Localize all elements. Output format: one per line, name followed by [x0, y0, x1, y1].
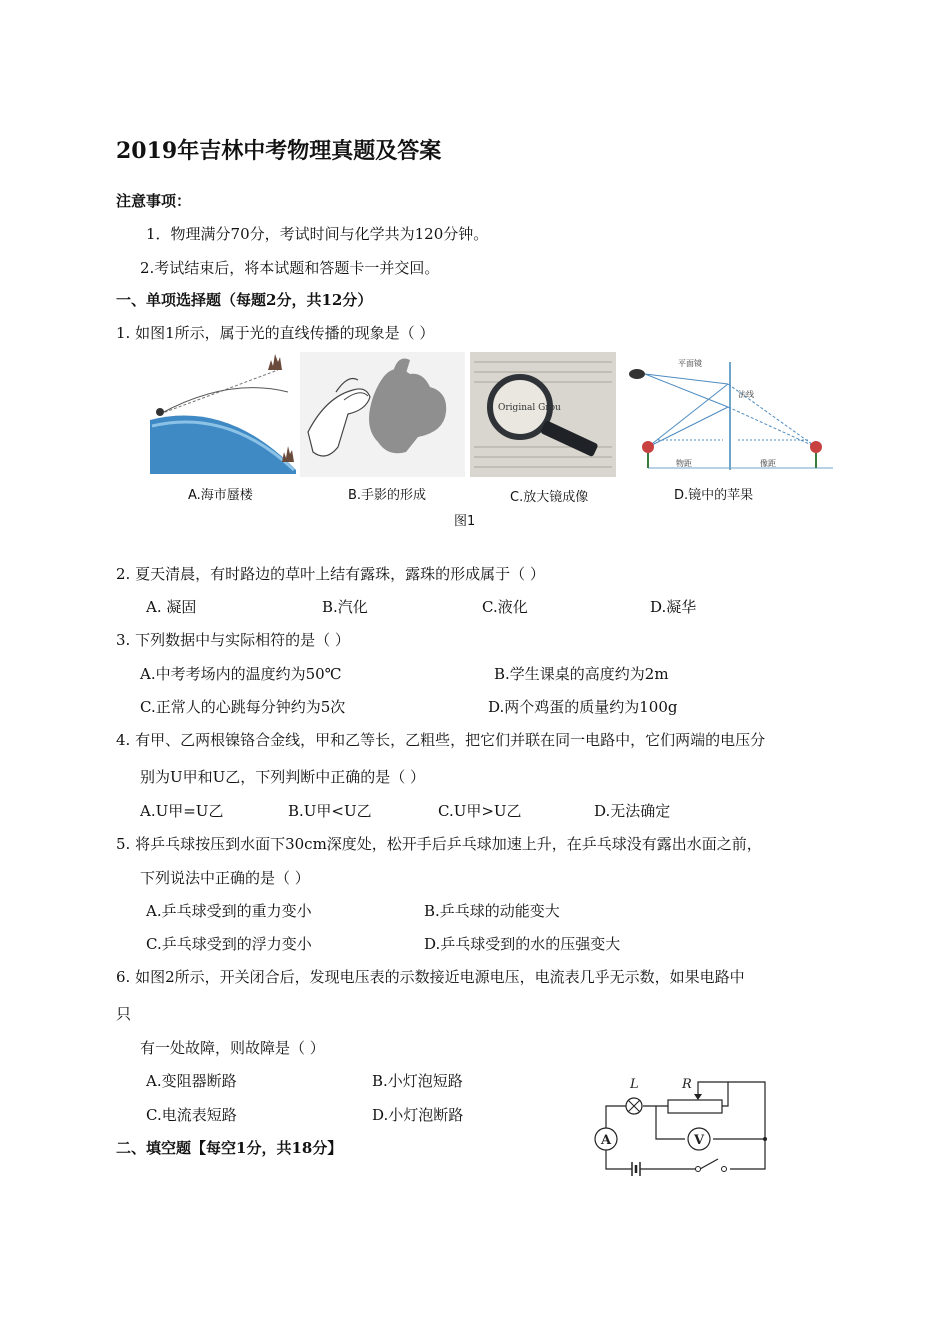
question-3-option-a: A.中考考场内的温度约为50℃ — [140, 665, 342, 683]
figure-1-caption-b: B.手影的形成 — [348, 488, 427, 503]
circuit-diagram — [588, 1070, 778, 1180]
question-2-option-d: D.凝华 — [650, 598, 697, 616]
question-4-option-d: D.无法确定 — [594, 802, 671, 820]
notice-heading: 注意事项： — [116, 192, 192, 210]
question-2-option-a: A. 凝固 — [146, 598, 197, 616]
figure-1 — [148, 352, 838, 532]
question-6-stem-line-2: 有一处故障，则故障是（ ） — [140, 1039, 325, 1057]
hand-shadow-image — [300, 352, 465, 477]
rheostat-label: R — [682, 1077, 692, 1092]
question-5-option-a: A.乒乓球受到的重力变小 — [146, 902, 312, 920]
voltmeter-label: V — [694, 1133, 705, 1148]
question-4-stem-line-1: 4. 有甲、乙两根镍铬合金线，甲和乙等长，乙粗些，把它们并联在同一电路中，它们两端的电压分 — [116, 731, 766, 749]
question-6-option-c: C.电流表短路 — [146, 1106, 237, 1124]
question-3-option-b: B.学生课桌的高度约为2m — [494, 665, 669, 683]
figure-1-caption-a: A.海市蜃楼 — [188, 488, 253, 503]
mirror-label: 平面镜 — [678, 359, 702, 368]
ammeter-label: A — [601, 1133, 612, 1148]
question-6-option-b: B.小灯泡短路 — [372, 1072, 463, 1090]
image-distance-label: 像距 — [760, 459, 776, 468]
ammeter-symbol — [595, 1128, 617, 1150]
page-title: 2019年吉林中考物理真题及答案 — [116, 138, 442, 164]
question-5-option-c: C.乒乓球受到的浮力变小 — [146, 935, 312, 953]
question-2-stem: 2. 夏天清晨，有时路边的草叶上结有露珠，露珠的形成属于（ ） — [116, 565, 545, 583]
figure-2-circuit — [588, 1070, 778, 1180]
notice-item-1: 1．物理满分70分，考试时间与化学共为120分钟。 — [146, 225, 489, 243]
section-heading-fill-in: 二、填空题【每空1分，共18分】 — [116, 1139, 343, 1157]
question-5-stem-line-2: 下列说法中正确的是（ ） — [140, 869, 310, 887]
figure-1-images — [148, 352, 838, 532]
figure-1-caption-d: D.镜中的苹果 — [674, 488, 754, 503]
object-distance-label: 物距 — [676, 459, 692, 468]
question-6-stem-line-1: 6. 如图2所示，开关闭合后，发现电压表的示数接近电源电压，电流表几乎无示数，如果电路中 — [116, 968, 745, 986]
question-2-option-c: C.液化 — [482, 598, 528, 616]
question-2-option-b: B.汽化 — [322, 598, 368, 616]
lamp-label: L — [630, 1077, 639, 1092]
lamp-symbol — [626, 1098, 642, 1114]
question-4-option-c: C.U甲>U乙 — [438, 802, 522, 820]
voltmeter-symbol — [688, 1128, 710, 1150]
magnifier-text: Original Grou — [498, 403, 561, 413]
magnifier-image — [470, 352, 616, 477]
question-1-stem: 1. 如图1所示，属于光的直线传播的现象是（ ） — [116, 324, 435, 342]
question-4-option-b: B.U甲<U乙 — [288, 802, 372, 820]
question-6-option-a: A.变阻器断路 — [146, 1072, 237, 1090]
question-4-option-a: A.U甲=U乙 — [140, 802, 224, 820]
figure-1-caption-c: C.放大镜成像 — [510, 490, 589, 505]
mirror-image — [620, 352, 838, 477]
notice-item-2: 2.考试结束后，将本试题和答题卡一并交回。 — [140, 259, 440, 277]
question-3-option-d: D.两个鸡蛋的质量约为100g — [488, 698, 678, 716]
mirage-image — [150, 354, 296, 474]
question-5-option-d: D.乒乓球受到的水的压强变大 — [424, 935, 621, 953]
question-5-option-b: B.乒乓球的动能变大 — [424, 902, 560, 920]
rheostat-symbol — [668, 1100, 722, 1113]
figure-1-label: 图1 — [454, 514, 476, 529]
question-3-option-c: C.正常人的心跳每分钟约为5次 — [140, 698, 346, 716]
question-5-stem-line-1: 5. 将乒乓球按压到水面下30cm深度处，松开手后乒乓球加速上升，在乒乓球没有露出水面之前， — [116, 835, 762, 853]
question-6-stem-line-1b: 只 — [116, 1005, 132, 1023]
question-6-option-d: D.小灯泡断路 — [372, 1106, 464, 1124]
normal-label: 法线 — [738, 390, 754, 399]
question-4-stem-line-2: 别为U甲和U乙，下列判断中正确的是（ ） — [140, 768, 426, 786]
question-3-stem: 3. 下列数据中与实际相符的是（ ） — [116, 631, 350, 649]
section-heading-choice: 一、单项选择题（每题2分，共12分） — [116, 291, 373, 309]
